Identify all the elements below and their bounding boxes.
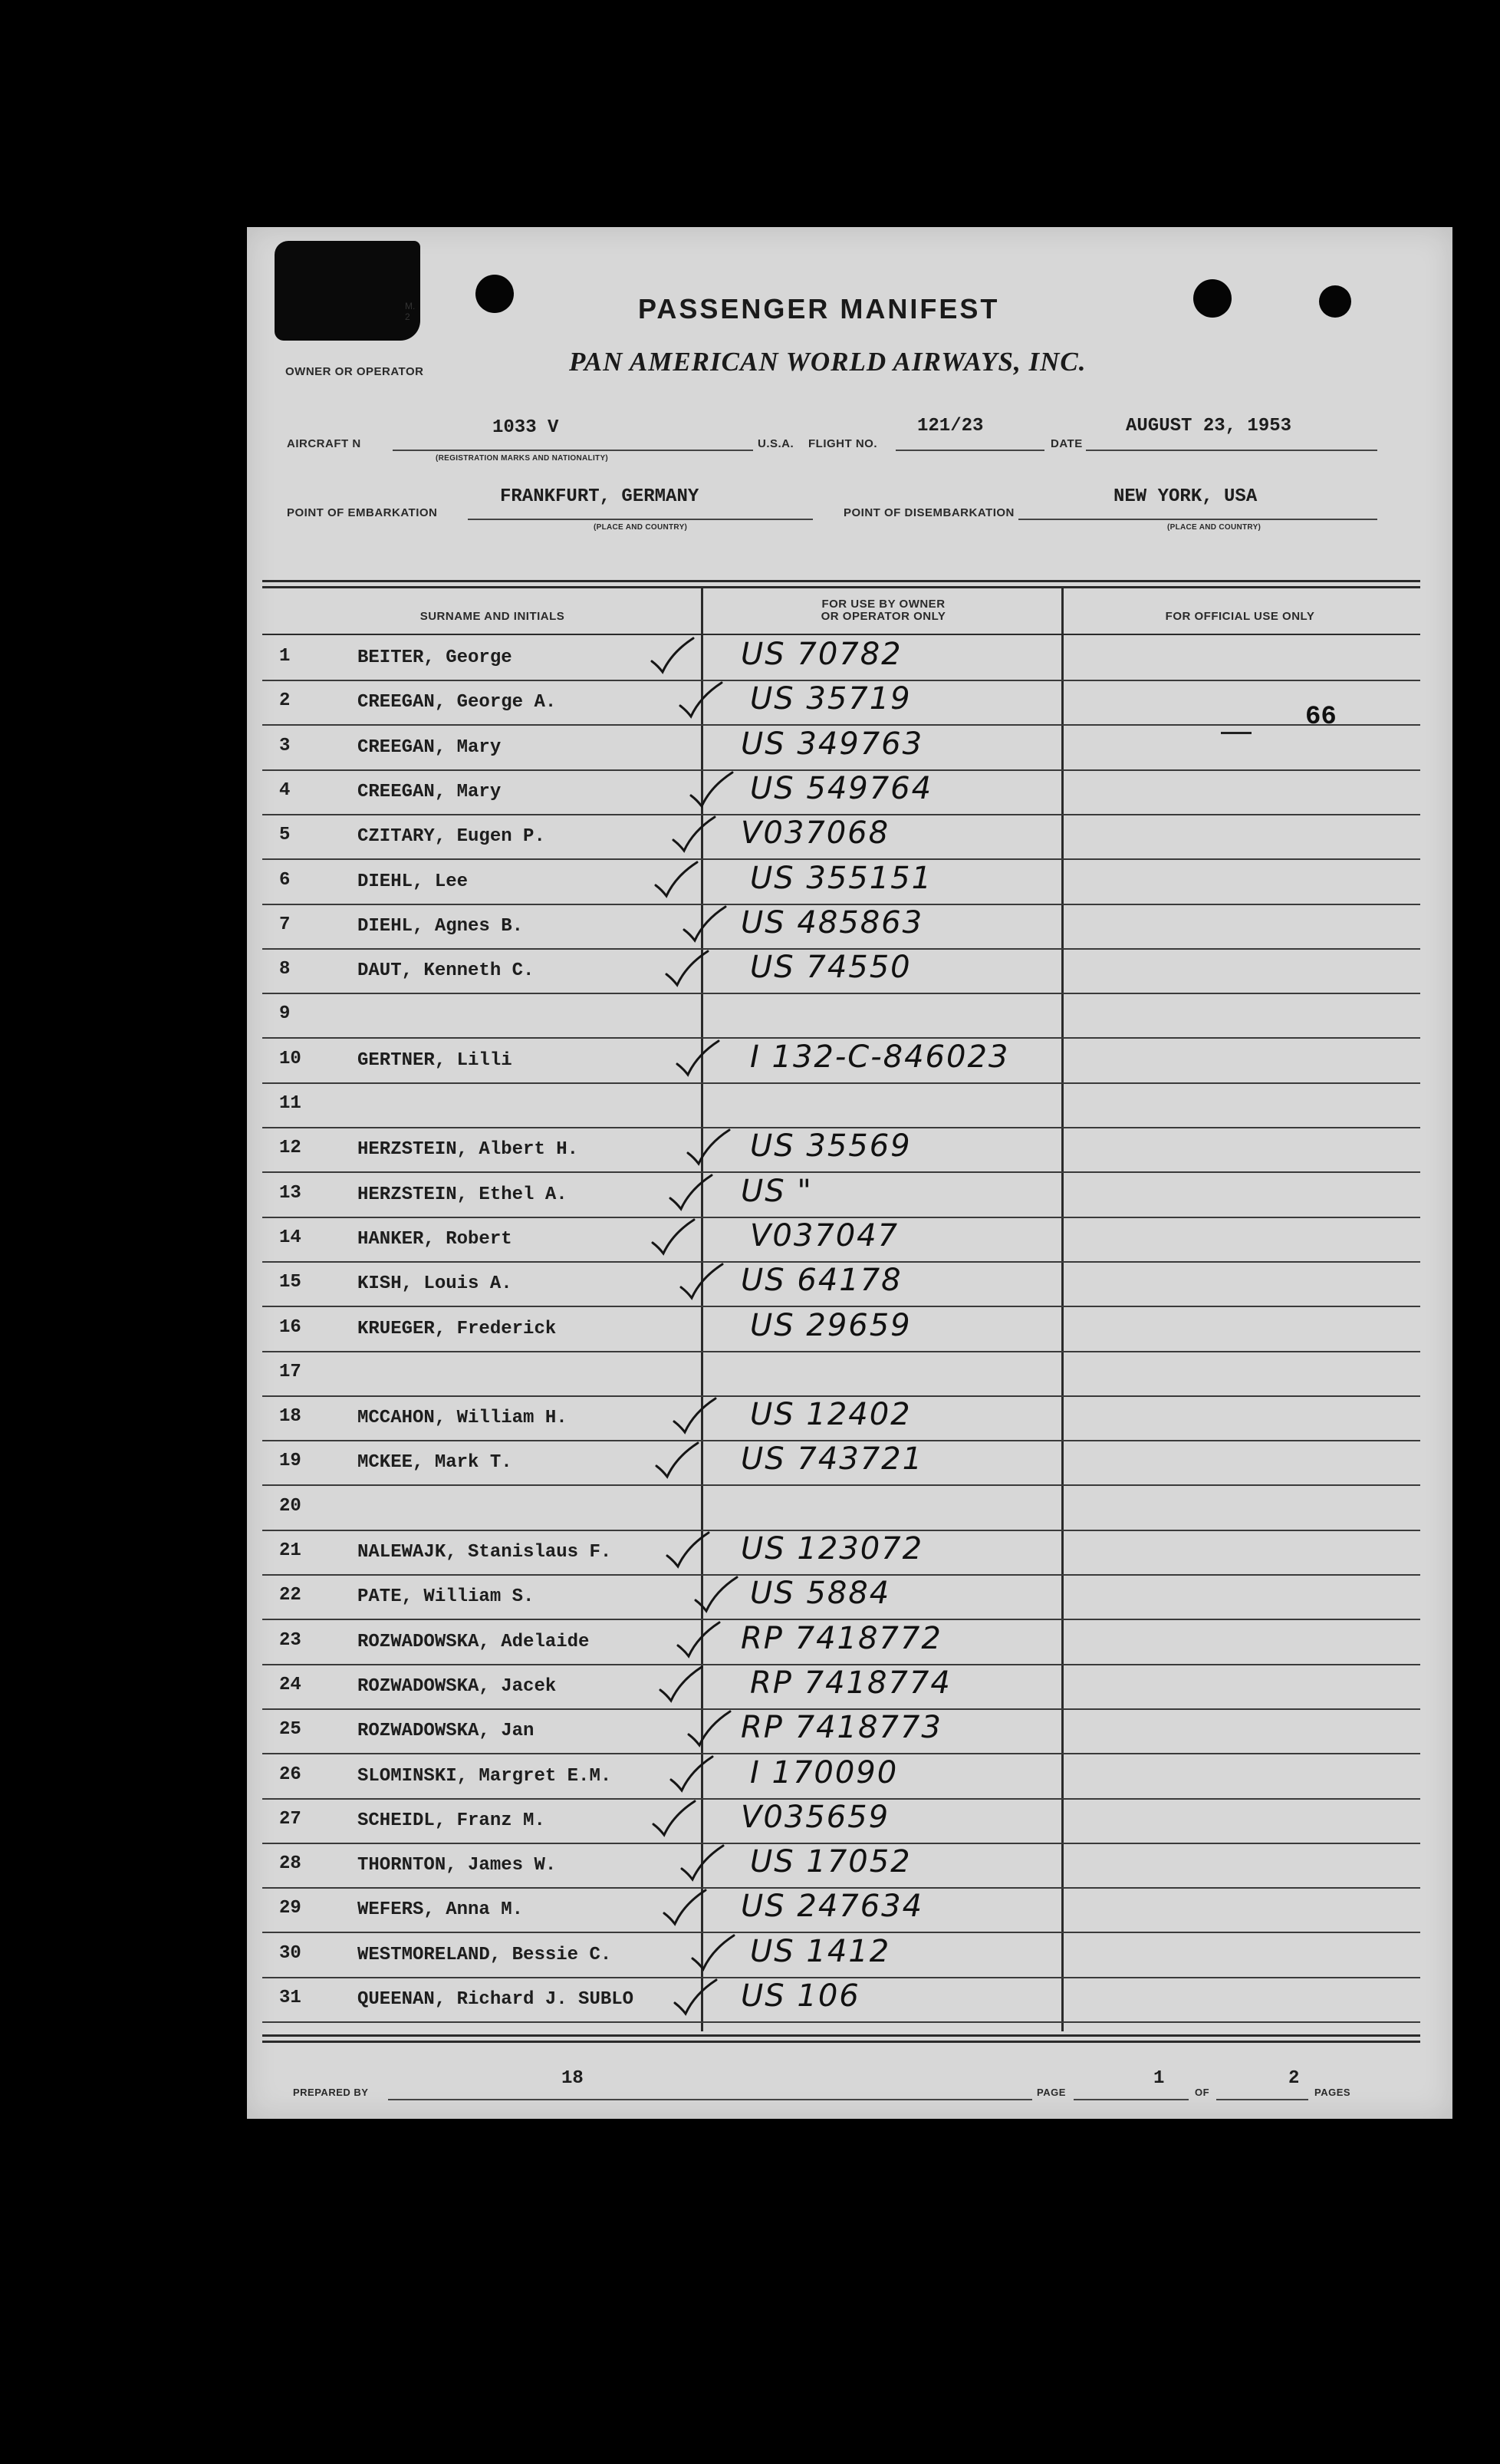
row-number: 14 <box>279 1227 301 1248</box>
passport-number: US 5884 <box>750 1576 891 1612</box>
date-label: DATE <box>1051 437 1083 450</box>
passport-number: I 170090 <box>750 1754 899 1790</box>
row-number: 18 <box>279 1406 301 1428</box>
row-number: 10 <box>279 1048 301 1069</box>
passport-number: US 35719 <box>750 681 912 717</box>
row-number: 1 <box>279 646 291 667</box>
disembark-label: POINT OF DISEMBARKATION <box>844 506 1015 519</box>
passenger-name: DIEHL, Agnes B. <box>357 915 524 937</box>
table-row <box>262 1485 1420 1531</box>
page-label: PAGE <box>1037 2087 1066 2098</box>
passenger-name: DIEHL, Lee <box>357 871 469 892</box>
passport-number: US 247634 <box>741 1889 924 1925</box>
table-row <box>262 1440 1420 1486</box>
passenger-name: MCKEE, Mark T. <box>357 1452 512 1474</box>
form-number: M. 2 <box>405 301 416 322</box>
passenger-name: BEITER, George <box>357 647 512 668</box>
check-mark-icon <box>671 1038 725 1081</box>
check-mark-icon <box>685 769 738 812</box>
row-number: 7 <box>279 914 291 935</box>
table-row <box>262 1261 1420 1307</box>
passport-number: US 29659 <box>750 1307 912 1343</box>
date-value: AUGUST 23, 1953 <box>1126 416 1292 436</box>
table-row <box>262 904 1420 950</box>
col-official-header: FOR OFFICIAL USE ONLY <box>1165 610 1315 623</box>
row-number: 6 <box>279 869 291 891</box>
row-number: 23 <box>279 1629 301 1651</box>
table-row <box>262 1127 1420 1173</box>
row-number: 13 <box>279 1182 301 1204</box>
flight-line <box>896 450 1044 451</box>
pages-label: PAGES <box>1314 2087 1351 2098</box>
passenger-name: DAUT, Kenneth C. <box>357 960 535 982</box>
embark-line <box>468 519 813 520</box>
operator-name: PAN AMERICAN WORLD AIRWAYS, INC. <box>569 347 1087 377</box>
table-row <box>262 1395 1420 1441</box>
date-line <box>1086 450 1377 451</box>
passenger-name: CREEGAN, George A. <box>357 692 557 713</box>
table-row <box>262 1932 1420 1978</box>
row-number: 3 <box>279 735 291 756</box>
check-mark-icon <box>650 859 703 902</box>
passport-number: US 74550 <box>750 950 912 986</box>
passenger-name: KISH, Louis A. <box>357 1273 512 1295</box>
table-row <box>262 1530 1420 1576</box>
passport-number: US 743721 <box>741 1441 924 1477</box>
row-number: 22 <box>279 1585 301 1606</box>
passenger-name: SCHEIDL, Franz M. <box>357 1810 545 1831</box>
passport-number: US 123072 <box>741 1531 924 1566</box>
passenger-name: CZITARY, Eugen P. <box>357 826 545 848</box>
table-row <box>262 1754 1420 1800</box>
prepared-by-value: 18 <box>561 2068 584 2089</box>
passport-number: US 70782 <box>741 637 903 672</box>
passport-number: US " <box>741 1173 813 1209</box>
check-mark-icon <box>665 1754 719 1797</box>
disembark-sub: (PLACE AND COUNTRY) <box>1167 523 1262 532</box>
of-line <box>1216 2099 1308 2100</box>
row-number: 24 <box>279 1674 301 1695</box>
passport-number: US 106 <box>741 1978 860 2014</box>
passenger-name: CREEGAN, Mary <box>357 736 502 758</box>
check-mark-icon <box>682 1127 735 1170</box>
row-number: 27 <box>279 1808 301 1830</box>
row-number: 5 <box>279 825 291 846</box>
page-line <box>1074 2099 1189 2100</box>
row-number: 28 <box>279 1853 301 1875</box>
row-number: 29 <box>279 1898 301 1919</box>
check-mark-icon <box>647 1798 701 1841</box>
passport-number: I 132-C-846023 <box>750 1039 1010 1075</box>
passport-number: RP 7418772 <box>741 1620 942 1656</box>
passport-number: US 17052 <box>750 1844 912 1880</box>
passenger-name: CREEGAN, Mary <box>357 781 502 802</box>
embark-sub: (PLACE AND COUNTRY) <box>594 523 688 532</box>
flight-label: FLIGHT NO. <box>808 437 877 450</box>
passenger-name: SLOMINSKI, Margret E.M. <box>357 1765 612 1787</box>
passport-number: US 485863 <box>741 904 924 940</box>
row-number: 31 <box>279 1988 301 2008</box>
table-row <box>262 1306 1420 1352</box>
passport-number: RP 7418774 <box>750 1665 952 1701</box>
disembark-value: NEW YORK, USA <box>1113 486 1258 507</box>
row-number: 30 <box>279 1942 301 1964</box>
page-title: PASSENGER MANIFEST <box>638 293 1000 324</box>
passport-number: V037068 <box>741 815 890 852</box>
check-mark-icon <box>672 1619 725 1662</box>
table-row <box>262 1887 1420 1933</box>
passenger-name: HANKER, Robert <box>357 1228 512 1250</box>
table-top-rule-1 <box>262 580 1420 582</box>
table-row <box>262 1977 1420 2023</box>
passport-number: RP 7418773 <box>741 1710 942 1746</box>
passenger-name: ROZWADOWSKA, Jan <box>357 1721 535 1742</box>
passenger-name: THORNTON, James W. <box>357 1855 557 1876</box>
table-row <box>262 1708 1420 1754</box>
passenger-name: QUEENAN, Richard J. SUBLO <box>357 1989 634 2010</box>
check-mark-icon <box>661 1530 715 1573</box>
embark-value: FRANKFURT, GERMANY <box>500 486 699 507</box>
usa-label: U.S.A. <box>758 437 794 450</box>
passenger-name: HERZSTEIN, Albert H. <box>357 1139 579 1161</box>
table-row <box>262 680 1420 726</box>
punch-hole-right <box>1193 279 1232 318</box>
passport-number: V037047 <box>750 1217 900 1253</box>
check-mark-icon <box>646 1217 700 1260</box>
prepared-label: PREPARED BY <box>293 2087 369 2098</box>
table-bottom-rule-2 <box>262 2041 1420 2043</box>
passport-number: US 64178 <box>741 1263 903 1299</box>
check-mark-icon <box>675 1261 729 1304</box>
passport-number: V035659 <box>741 1799 890 1835</box>
embark-label: POINT OF EMBARKATION <box>287 506 438 519</box>
check-mark-icon <box>658 1887 712 1930</box>
check-mark-icon <box>660 948 714 991</box>
disembark-line <box>1018 519 1377 520</box>
table-row <box>262 1664 1420 1710</box>
passenger-name: WEFERS, Anna M. <box>357 1899 524 1921</box>
aircraft-label: AIRCRAFT N <box>287 437 361 450</box>
passenger-name: HERZSTEIN, Ethel A. <box>357 1184 567 1205</box>
table-row <box>262 1351 1420 1397</box>
row-number: 17 <box>279 1361 301 1382</box>
redaction-mark <box>275 241 420 341</box>
row-number: 8 <box>279 959 291 980</box>
table-row <box>262 769 1420 815</box>
passenger-name: ROZWADOWSKA, Adelaide <box>357 1631 590 1652</box>
table-row <box>262 1172 1420 1218</box>
table-row <box>262 1798 1420 1844</box>
aircraft-line <box>393 450 753 451</box>
check-mark-icon <box>686 1932 740 1975</box>
table-row <box>262 1217 1420 1263</box>
row-number: 25 <box>279 1719 301 1741</box>
row-number: 2 <box>279 690 291 712</box>
check-mark-icon <box>676 1843 729 1886</box>
col-owner-header: FOR USE BY OWNER OR OPERATOR ONLY <box>821 598 946 623</box>
check-mark-icon <box>678 904 732 947</box>
punch-hole-left <box>475 275 514 313</box>
table-row <box>262 993 1420 1039</box>
table-row <box>262 1038 1420 1084</box>
check-mark-icon <box>683 1708 736 1751</box>
official-note: 66 <box>1305 703 1337 732</box>
passenger-name: WESTMORELAND, Bessie C. <box>357 1944 612 1965</box>
check-mark-icon <box>669 1977 722 2020</box>
check-mark-icon <box>646 635 699 678</box>
aircraft-sub: (REGISTRATION MARKS AND NATIONALITY) <box>436 454 609 463</box>
passport-number: US 1412 <box>750 1933 891 1969</box>
row-number: 19 <box>279 1451 301 1472</box>
row-number: 12 <box>279 1138 301 1159</box>
table-row <box>262 1574 1420 1620</box>
flight-value: 121/23 <box>917 416 984 436</box>
table-row <box>262 1082 1420 1128</box>
row-number: 4 <box>279 779 291 801</box>
passport-number: US 549764 <box>750 770 933 806</box>
row-number: 21 <box>279 1540 301 1561</box>
of-label: OF <box>1195 2087 1210 2098</box>
punch-hole-far-right <box>1319 285 1351 318</box>
passenger-name: ROZWADOWSKA, Jacek <box>357 1675 557 1697</box>
row-number: 20 <box>279 1495 301 1517</box>
row-number: 9 <box>279 1003 291 1025</box>
passenger-name: PATE, William S. <box>357 1586 535 1608</box>
table-row <box>262 859 1420 905</box>
passenger-name: GERTNER, Lilli <box>357 1049 512 1071</box>
check-mark-icon <box>667 814 721 857</box>
row-number: 15 <box>279 1272 301 1293</box>
passenger-name: MCCAHON, William H. <box>357 1408 567 1429</box>
passport-number: US 12402 <box>750 1397 912 1433</box>
table-bottom-rule-1 <box>262 2034 1420 2037</box>
table-row <box>262 814 1420 860</box>
aircraft-value: 1033 V <box>492 417 559 438</box>
prepared-line <box>388 2099 1032 2100</box>
check-mark-icon <box>668 1395 722 1438</box>
table-top-rule-2 <box>262 586 1420 588</box>
passport-number: US 349763 <box>741 726 924 762</box>
pages-value: 2 <box>1288 2068 1300 2089</box>
passport-number: US 35569 <box>750 1128 912 1164</box>
check-mark-icon <box>650 1440 704 1483</box>
col-surname-header: SURNAME AND INITIALS <box>419 610 565 623</box>
table-row <box>262 725 1420 771</box>
table-row <box>262 1843 1420 1889</box>
passenger-name: NALEWAJK, Stanislaus F. <box>357 1542 612 1563</box>
passport-number: US 355151 <box>750 860 933 896</box>
table-row <box>262 1619 1420 1665</box>
row-number: 26 <box>279 1764 301 1785</box>
check-mark-icon <box>674 680 728 723</box>
check-mark-icon <box>654 1664 708 1707</box>
owner-label: OWNER OR OPERATOR <box>285 365 424 378</box>
page-value: 1 <box>1153 2068 1165 2089</box>
check-mark-icon <box>664 1172 718 1215</box>
check-mark-icon <box>689 1574 743 1617</box>
manifest-sheet <box>247 227 1452 2119</box>
table-row <box>262 635 1420 681</box>
table-row <box>262 948 1420 994</box>
row-number: 11 <box>279 1093 301 1114</box>
row-number: 16 <box>279 1316 301 1338</box>
passenger-name: KRUEGER, Frederick <box>357 1318 557 1339</box>
